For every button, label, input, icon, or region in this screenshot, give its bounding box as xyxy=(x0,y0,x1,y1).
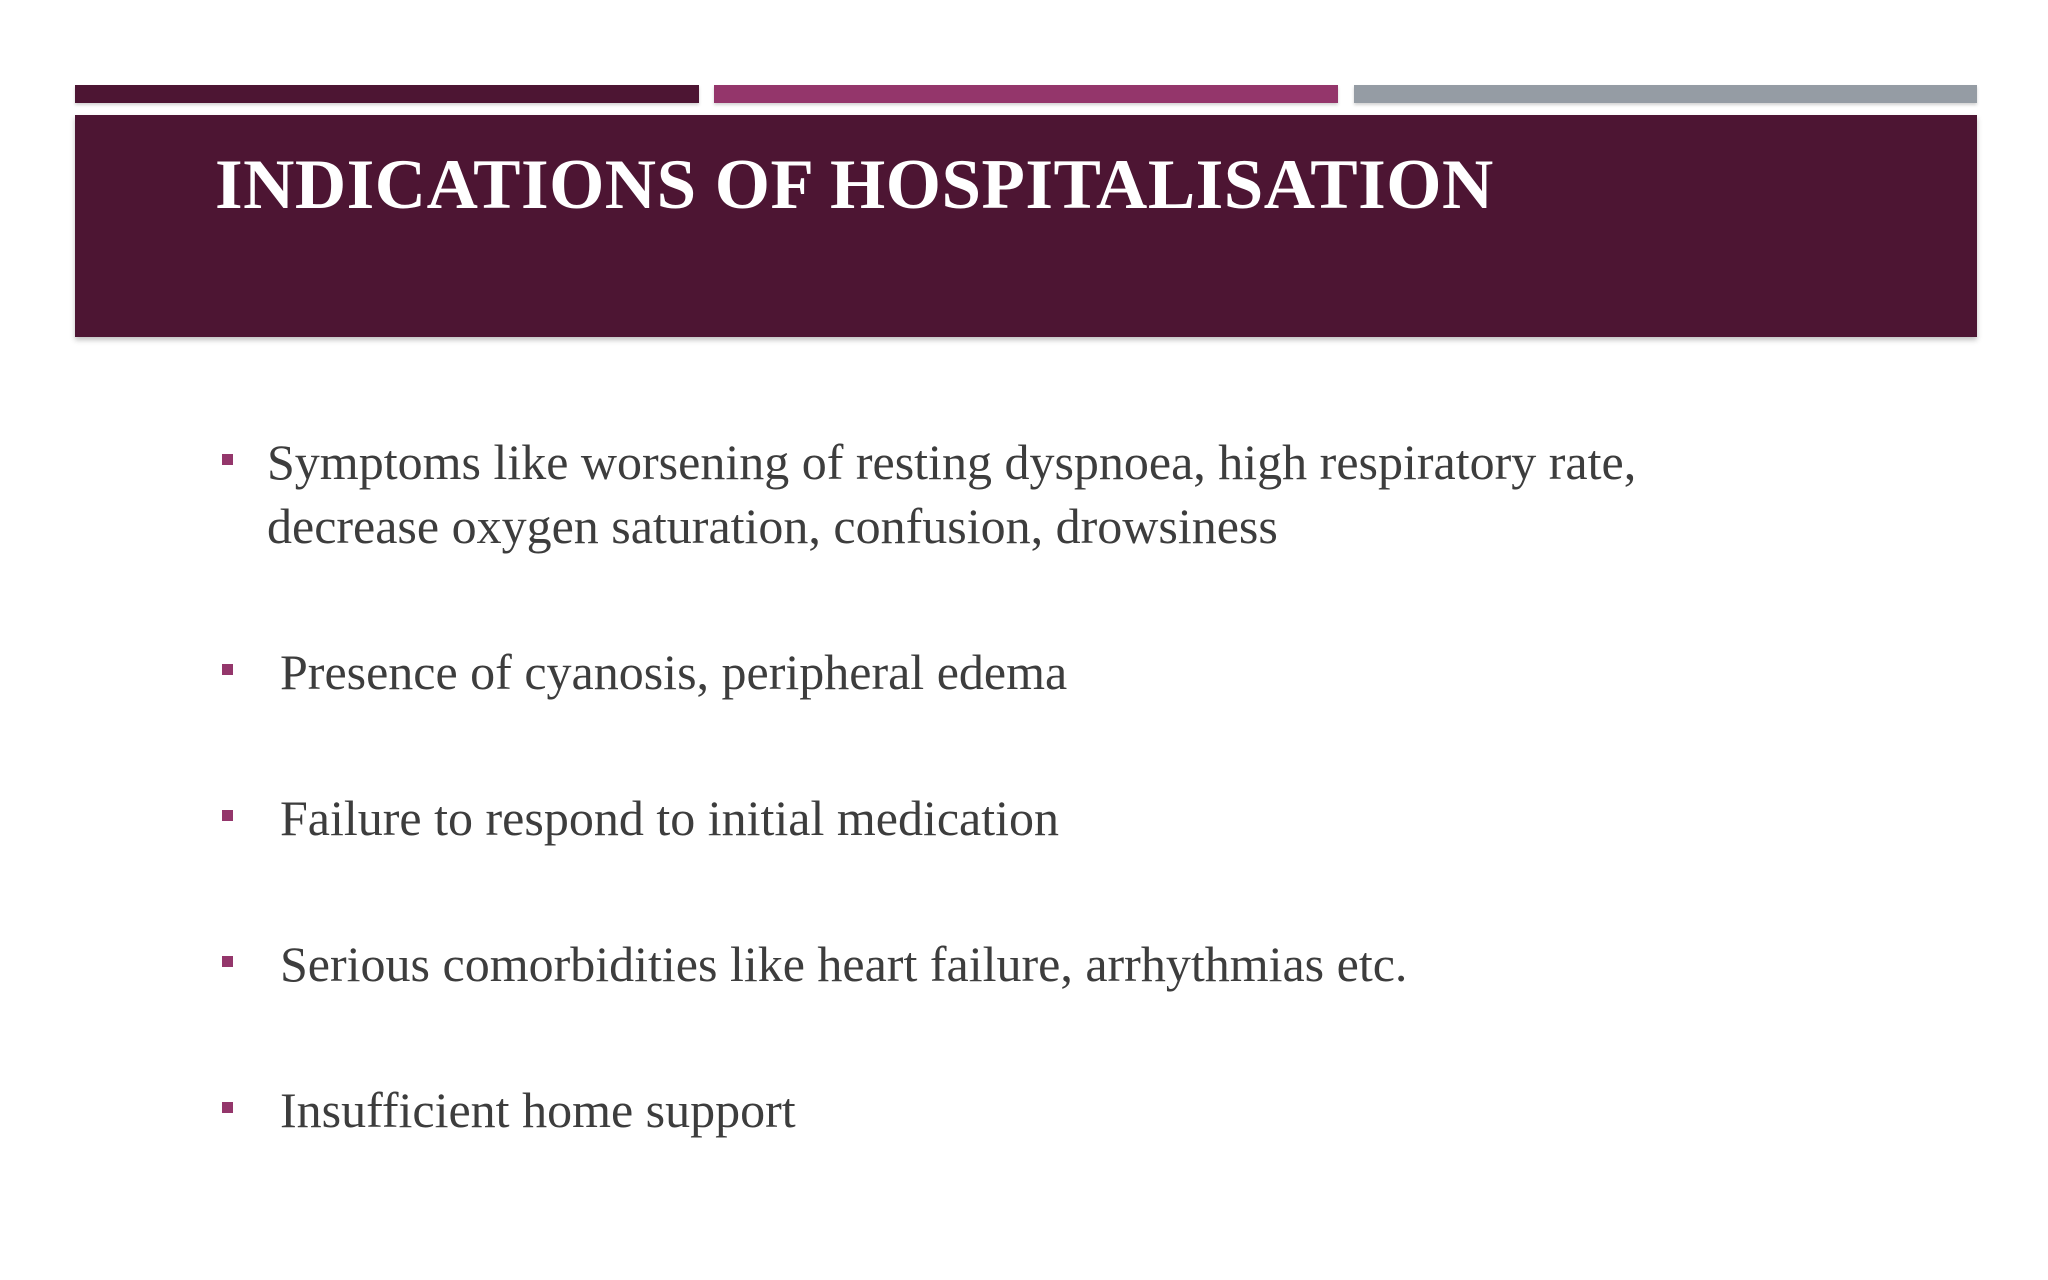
bullet-item xyxy=(218,786,1798,850)
bullet-text: Failure to respond to initial medication xyxy=(280,790,1060,846)
square-bullet-icon xyxy=(222,454,233,465)
square-bullet-icon xyxy=(222,810,233,821)
bullet-item xyxy=(218,640,1798,704)
bullet-text: Symptoms like worsening of resting dyspnoea, high respiratory rate, decrease oxygen saturation, confusion, drowsiness xyxy=(267,434,1637,554)
bullet-item xyxy=(218,1078,1798,1142)
bullet-item xyxy=(218,932,1798,996)
bullet-text: Serious comorbidities like heart failure, arrhythmias etc. xyxy=(280,936,1408,992)
bullet-text: Presence of cyanosis, peripheral edema xyxy=(280,644,1068,700)
bullet-text: Insufficient home support xyxy=(280,1082,796,1138)
square-bullet-icon xyxy=(222,956,233,967)
slide-title: INDICATIONS OF HOSPITALISATION xyxy=(215,146,1494,224)
bullet-item xyxy=(218,430,1798,558)
square-bullet-icon xyxy=(222,664,233,675)
square-bullet-icon xyxy=(222,1102,233,1113)
